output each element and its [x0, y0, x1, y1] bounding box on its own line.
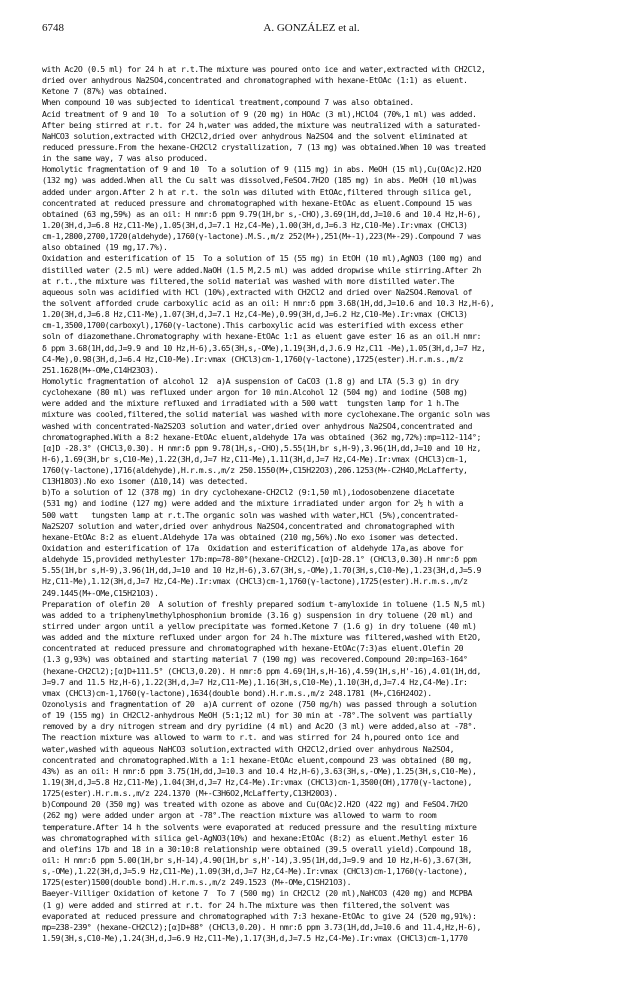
text-line: mixture was cooled,filtered,the solid material was washed with more cyclohexane.The organic soln was: [42, 409, 490, 420]
text-line: 1.20(3H,d,J=6.8 Hz,C11-Me),1.05(3H,d,J=7.1 Hz,C4-Me),1.00(3H,d,J=6.3 Hz,C10-Me).Ir:vmax (CHCl3): [42, 219, 468, 230]
text-line: distilled water (2.5 ml) were added.NaOH (1.5 M,2.5 ml) was added dropwise while stirring.After 2h: [42, 264, 481, 275]
text-line: also obtained (19 mg,17.7%).: [42, 242, 168, 253]
text-line: (hexane-CH2Cl2);[α]D+111.5° (CHCl3,0.20). H nmr:δ ppm 4.69(1H,s,H-16),4.59(1H,s,H'-16),4.01(1H,dd,: [42, 665, 481, 676]
text-line: After being stirred at r.t. for 24 h,water was added,the mixture was neutralized with a saturated-: [42, 119, 481, 130]
text-line: oil: H nmr:δ ppm 5.00(1H,br s,H-14),4.90(1H,br s,H'-14),3.95(1H,dd,J=9.9 and 10 Hz,H-6),3.67(3H,: [42, 854, 473, 865]
text-line: washed with concentrated-Na2S2O3 solution and water,dried over anhydrous Na2SO4,concentrated and: [42, 420, 473, 431]
text-line: cm-1,2800,2700,1720(aldehyde),1760(γ-lactone).M.S.,m/z 252(M+),251(M+-1),223(M+-29).Compound 7 was: [42, 231, 481, 242]
text-line: was chromatographed with silica gel-AgNO3(10%) and hexane:EtOAc (8:2) as eluent.Methyl ester 16: [42, 832, 468, 843]
text-line: the solvent afforded crude carboxylic acid as an oil: H nmr:δ ppm 3.68(1H,dd,J=10.6 and 10.3 Hz,H-6),: [42, 297, 495, 308]
text-line: (1.3 g,93%) was obtained and starting material 7 (190 mg) was recovered.Compound 20:mp=163-164°: [42, 654, 468, 665]
text-line: cyclohexane (80 ml) was refluxed under argon for 10 min.Alcohol 12 (504 mg) and iodine (508 mg): [42, 387, 468, 398]
text-line: concentrated at reduced pressure and chromatographed with hexane-EtOAc(7:3)as eluent.Olefin 20: [42, 643, 464, 654]
text-line: obtained (63 mg,59%) as an oil: H nmr:δ ppm 9.79(1H,br s,-CHO),3.69(1H,dd,J=10.6 and 10.4 Hz,H-6),: [42, 208, 481, 219]
text-line: 1725(ester)1500(double bond).H.r.m.s.,m/z 249.1523 (M+-OMe,C15H21O3).: [42, 877, 352, 888]
page-number: 6748: [42, 22, 64, 34]
text-line: 1760(γ-lactone),1716(aldehyde),H.r.m.s.,m/z 250.1550(M+,C15H22O3),206.1253(M+-C2H4O,McLafferty,: [42, 465, 468, 476]
text-line: with Ac2O (0.5 ml) for 24 h at r.t.The mixture was poured onto ice and water,extracted with CH2Cl2,: [42, 64, 486, 74]
text-line: aqueous soln was acidified with HCl (10%),extracted with CH2Cl2 and dried over Na2SO4.Removal of: [42, 286, 473, 297]
text-line: dried over anhydrous Na2SO4,concentrated and chromatographed with hexane-EtOAc (1:1) as eluent.: [42, 75, 468, 86]
text-line: aldehyde 15,provided methylester 17b:mp=78-80°(hexane-CH2Cl2).[α]D-28.1° (CHCl3,0.30).H nmr:δ ppm: [42, 554, 477, 565]
text-line: [α]D -28.3° (CHCl3,0.30). H nmr:δ ppm 9.78(1H,s,-CHO),5.55(1H,br s,H-9),3.96(1H,dd,J=10 and 10 Hz,: [42, 442, 481, 453]
text-line: 251.1628(M+-OMe,C14H23O3).: [42, 364, 159, 375]
text-line: concentrated and chromatographed.With a 1:1 hexane-EtOAc eluent,compound 23 was obtained (80 mg,: [42, 754, 473, 765]
text-line: 249.1445(M+-OMe,C15H21O3).: [42, 587, 159, 598]
text-line: stirred under argon until a yellow precipitate was formed.Ketone 7 (1.6 g) in dry toluene (40 ml): [42, 621, 477, 632]
text-line: reduced pressure.From the hexane-CH2Cl2 crystallization, 7 (13 mg) was obtained.When 10 was treated: [42, 141, 486, 152]
text-line: concentrated at reduced pressure and chromatographed with hexane-EtOAc as eluent.Compound 15 was: [42, 197, 473, 208]
text-line: s,-OMe),1.22(3H,d,J=5.9 Hz,C11-Me),1.09(3H,d,J=7 Hz,C4-Me).Ir:vmax (CHCl3)cm-1,1760(γ-lactone),: [42, 866, 468, 877]
text-line: When compound 10 was subjected to identical treatment,compound 7 was also obtained.: [42, 97, 414, 108]
text-line: 5.55(1H,br s,H-9),3.96(1H,dd,J=10 and 10 Hz,H-6),3.67(3H,s,-OMe),1.70(3H,s,C10-Me),1.23(3H,d,J=5.9: [42, 565, 481, 576]
text-line: Na2S2O7 solution and water,dried over anhydrous Na2SO4,concentrated and chromatographed with: [42, 520, 455, 531]
text-line: temperature.After 14 h the solvents were evaporated at reduced pressure and the resulting mixture: [42, 821, 477, 832]
text-line: of 19 (155 mg) in CH2Cl2-anhydrous MeOH (5:1;12 ml) for 30 min at -78°.The solvent was partially: [42, 710, 473, 721]
text-line: δ ppm 3.68(1H,dd,J=9.9 and 10 Hz,H-6),3.65(3H,s,-OMe),1.19(3H,d,J.6.9 Hz,C11 -Me),1.05(3H,d,J=7 Hz,: [42, 342, 486, 353]
text-line: water,washed with aqueous NaHCO3 solution,extracted with CH2Cl2,dried over anhydrous Na2SO4,: [42, 743, 455, 754]
text-line: Baeyer-Villiger Oxidation of ketone 7 To 7 (500 mg) in CH2Cl2 (20 ml),NaHCO3 (420 mg) and MCPBA: [42, 888, 473, 899]
text-line: (531 mg) and iodine (127 mg) were added and the mixture irradiated under argon for 2½ h with a: [42, 498, 464, 509]
text-line: was added to a triphenylmethylphosphonium bromide (3.16 g) suspension in dry toluene (20 ml) and: [42, 609, 473, 620]
text-line: Homolytic fragmentation of alcohol 12 a)A suspension of CaCO3 (1.8 g) and LTA (5.3 g) in dry: [42, 375, 459, 386]
text-line: added under argon.After 2 h at r.t. the soln was diluted with EtOAc,filtered through silica gel,: [42, 186, 473, 197]
experimental-text: [42, 64, 587, 944]
text-line: 1.20(3H,d,J=6.8 Hz,C11-Me),1.07(3H,d,J=7.1 Hz,C4-Me),0.99(3H,d,J=6.2 Hz,C10-Me).Ir:vmax (CHCl3): [42, 309, 468, 320]
text-line: in the same way, 7 was also produced.: [42, 153, 208, 164]
text-line: 43%) as an oil: H nmr:δ ppm 3.75(1H,dd,J=10.3 and 10.4 Hz,H-6),3.63(3H,s,-OMe),1.25(3H,s,C10-Me),: [42, 765, 477, 776]
text-line: Oxidation and esterification of 17a Oxidation and esterification of aldehyde 17a,as above for: [42, 543, 464, 554]
text-line: Oxidation and esterification of 15 To a solution of 15 (55 mg) in EtOH (10 ml),AgNO3 (100 mg) and: [42, 253, 481, 264]
text-line: (262 mg) were added under argon at -78°.The reaction mixture was allowed to warm to room: [42, 810, 437, 821]
text-line: Homolytic fragmentation of 9 and 10 To a solution of 9 (115 mg) in abs. MeOH (15 ml),Cu(OAc)2.H2O: [42, 164, 481, 175]
text-line: 500 watt tungsten lamp at r.t.The organic soln was washed with water,HCl (5%),concentrated-: [42, 509, 459, 520]
text-line: Ketone 7 (87%) was obtained.: [42, 86, 168, 97]
text-line: (1 g) were added and stirred at r.t. for 24 h.The mixture was then filtered,the solvent was: [42, 899, 450, 910]
text-line: H-6),1.69(3H,br s,C10-Me),1.22(3H,d,J=7 Hz,C11-Me),1.11(3H,d,J=7 Hz,C4-Me).Ir:vmax (CHCl3)cm-1,: [42, 453, 468, 464]
text-line: The reaction mixture was allowed to warm to r.t. and was stirred for 24 h,poured onto ice and: [42, 732, 459, 743]
page-header: [42, 22, 581, 38]
text-line: 1725(ester).H.r.m.s.,m/z 224.1370 (M+-C3H6O2,McLafferty,C13H20O3).: [42, 788, 338, 799]
text-line: were added and the mixture refluxed and irradiated with a 500 watt tungsten lamp for 1 h.The: [42, 398, 459, 409]
text-line: was added and the mixture refluxed under argon for 24 h.The mixture was filtered,washed with Et2O,: [42, 632, 481, 643]
text-line: and olefins 17b and 18 in a 30:10:8 relationship were obtained (39.5 overall yield).Compound 18,: [42, 843, 473, 854]
text-line: mp=238-239° (hexane-CH2Cl2);[α]D+88° (CHCl3,0.20). H nmr:δ ppm 3.73(1H,dd,J=10.6 and 11.4,Hz,H-6),: [42, 921, 481, 932]
running-head: A. GONZÁLEZ et al.: [263, 22, 360, 34]
text-line: J=9.7 and 11.5 Hz,H-6),1.22(3H,d,J=7 Hz,C11-Me),1.16(3H,s,C10-Me),1.10(3H,d,J=7.4 Hz,C4-Me).Ir:: [42, 676, 468, 687]
text-line: b)Compound 20 (350 mg) was treated with ozone as above and Cu(OAc)2.H2O (422 mg) and FeSO4.7H2O: [42, 799, 468, 810]
text-line: NaHCO3 solution,extracted with CH2Cl2,dried over anhydrous Na2SO4 and the solvent eliminated at: [42, 130, 468, 141]
text-line: hexane-EtOAc 8:2 as eluent.Aldehyde 17a was obtained (210 mg,56%).No exo isomer was detected.: [42, 531, 459, 542]
text-line: b)To a solution of 12 (378 mg) in dry cyclohexane-CH2Cl2 (9:1,50 ml),iodosobenzene diacetate: [42, 487, 455, 498]
text-line: vmax (CHCl3)cm-1,1760(γ-lactone),1634(double bond).H.r.m.s.,m/z 248.1781 (M+,C16H24O2).: [42, 687, 432, 698]
text-line: removed by a dry nitrogen stream and dry pyridine (4 ml) and Ac2O (3 ml) were added,also at -78°.: [42, 721, 477, 732]
text-line: Ozonolysis and fragmentation of 20 a)A current of ozone (750 mg/h) was passed through a solution: [42, 699, 477, 710]
text-line: evaporated at reduced pressure and chromatographed with 7:3 hexane-EtOAc to give 24 (520 mg,91%):: [42, 910, 477, 921]
text-line: Acid treatment of 9 and 10 To a solution of 9 (20 mg) in HOAc (3 ml),HClO4 (70%,1 ml) was added.: [42, 108, 477, 119]
text-line: at r.t.,the mixture was filtered,the solid material was washed with more distilled water.The: [42, 275, 455, 286]
text-line: C4-Me),0.98(3H,d,J=6.4 Hz,C10-Me).Ir:vmax (CHCl3)cm-1,1760(γ-lactone),1725(ester).H.r.m.s.,m/z: [42, 353, 464, 364]
text-line: (132 mg) was added.When all the Cu salt was dissolved,FeSO4.7H2O (185 mg) in abs. MeOH (10 ml)was: [42, 175, 477, 186]
text-line: cm-1,3500,1700(carboxyl),1760(γ-lactone).This carboxylic acid was esterified with excess ether: [42, 320, 464, 331]
text-line: Preparation of olefin 20 A solution of freshly prepared sodium t-amyloxide in toluene (1.5 N,5 ml): [42, 598, 486, 609]
text-line: C13H18O3).No exo isomer (Δ10,14) was detected.: [42, 476, 249, 487]
text-line: 1.59(3H,s,C10-Me),1.24(3H,d,J=6.9 Hz,C11-Me),1.17(3H,d,J=7.5 Hz,C4-Me).Ir:vmax (CHCl3)cm-1,1770: [42, 932, 468, 943]
text-line: Hz,C11-Me),1.12(3H,d,J=7 Hz,C4-Me).Ir:vmax (CHCl3)cm-1,1760(γ-lactone),1725(ester).H.r.m.s.,m/z: [42, 576, 468, 587]
text-line: chromatographed.With a 8:2 hexane-EtOAc eluent,aldehyde 17a was obtained (362 mg,72%):mp=112-114°;: [42, 431, 481, 442]
text-line: soln of diazomethane.Chromatography with hexane-EtOAc 1:1 as eluent gave ester 16 as an oil.H nmr:: [42, 331, 481, 342]
text-line: 1.19(3H,d,J=5.8 Hz,C11-Me),1.04(3H,d,J=7 Hz,C4-Me).Ir:vmax (CHCl3)cm-1,3500(OH),1770(γ-lactone),: [42, 777, 473, 787]
